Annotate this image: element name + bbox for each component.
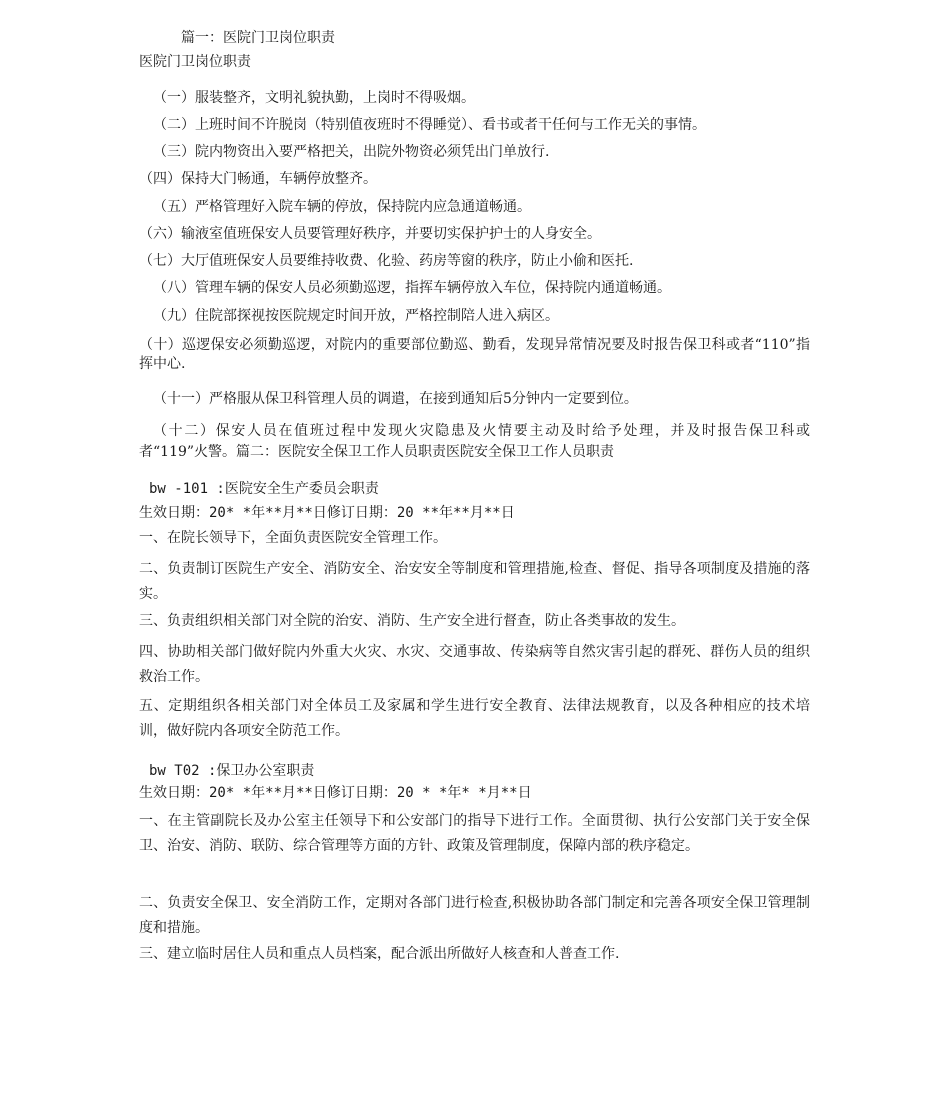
- duty-item: （十二）保安人员在值班过程中发现火灾隐患及火情要主动及时给予处理，并及时报告保卫科或者“119”火警。篇二：医院安全保卫工作人员职责医院安全保卫工作人员职责: [139, 423, 810, 460]
- duty-item: （十）巡逻保安必须勤巡逻，对院内的重要部位勤巡、勤看，发现异常情况要及时报告保卫科或者“110”指挥中心.: [139, 337, 810, 372]
- duty-item: （四）保持大门畅通，车辆停放整齐。: [139, 171, 377, 187]
- duty-item: （六）输液室值班保安人员要管理好秩序，并要切实保护护士的人身安全。: [139, 226, 601, 242]
- section-101-dates: 生效日期：20* *年**月**日修订日期：20 **年**月**日: [139, 505, 515, 521]
- section-102-item: 二、负责安全保卫、安全消防工作，定期对各部门进行检查,积极协助各部门制定和完善各项安全保卫管理制度和措施。: [139, 895, 810, 936]
- section-101-item: 一、在院长领导下，全面负责医院安全管理工作。: [139, 530, 447, 546]
- duty-item: （二）上班时间不许脱岗（特别值夜班时不得睡觉）、看书或者干任何与工作无关的事情。: [153, 117, 706, 133]
- section-101-item: 五、定期组织各相关部门对全体员工及家属和学生进行安全教育、法律法规教育，以及各种相应的技术培训，做好院内各项安全防范工作。: [139, 698, 810, 739]
- section-102-item: 三、建立临时居住人员和重点人员档案，配合派出所做好人核查和人普查工作.: [139, 946, 620, 962]
- section-101-title: bw -101 :医院安全生产委员会职责: [149, 481, 379, 497]
- duty-item: （一）服装整齐，文明礼貌执勤，上岗时不得吸烟。: [153, 90, 475, 106]
- document-title: 医院门卫岗位职责: [139, 54, 251, 70]
- section-101-item: 四、协助相关部门做好院内外重大火灾、水灾、交通事故、传染病等自然灾害引起的群死、群伤人员的组织救治工作。: [139, 644, 810, 685]
- section-102-item: 一、在主管副院长及办公室主任领导下和公安部门的指导下进行工作。全面贯彻、执行公安部门关于安全保卫、治安、消防、联防、综合管理等方面的方针、政策及管理制度，保障内部的秩序稳定。: [139, 813, 810, 854]
- section-102-dates: 生效日期：20* *年**月**日修订日期：20 * *年* *月**日: [139, 785, 532, 801]
- section-102-title: bw T02 :保卫办公室职责: [149, 763, 315, 779]
- duty-item: （七）大厅值班保安人员要维持收费、化验、药房等窗的秩序，防止小偷和医托.: [139, 253, 634, 269]
- section-101-item: 三、负责组织相关部门对全院的治安、消防、生产安全进行督查，防止各类事故的发生。: [139, 613, 685, 629]
- article-title: 篇一：医院门卫岗位职责: [181, 30, 335, 46]
- duty-item: （八）管理车辆的保安人员必须勤巡逻，指挥车辆停放入车位，保持院内通道畅通。: [153, 280, 671, 296]
- duty-item: （五）严格管理好入院车辆的停放，保持院内应急通道畅通。: [153, 199, 531, 215]
- section-101-item: 二、负责制订医院生产安全、消防安全、治安安全等制度和管理措施,检查、督促、指导各项制度及措施的落实。: [139, 561, 810, 602]
- duty-item: （三）院内物资出入要严格把关，出院外物资必须凭出门单放行.: [153, 144, 550, 160]
- duty-item: （十一）严格服从保卫科管理人员的调遣，在接到通知后5分钟内一定要到位。: [153, 391, 638, 407]
- duty-item: （九）住院部探视按医院规定时间开放，严格控制陪人进入病区。: [153, 308, 559, 324]
